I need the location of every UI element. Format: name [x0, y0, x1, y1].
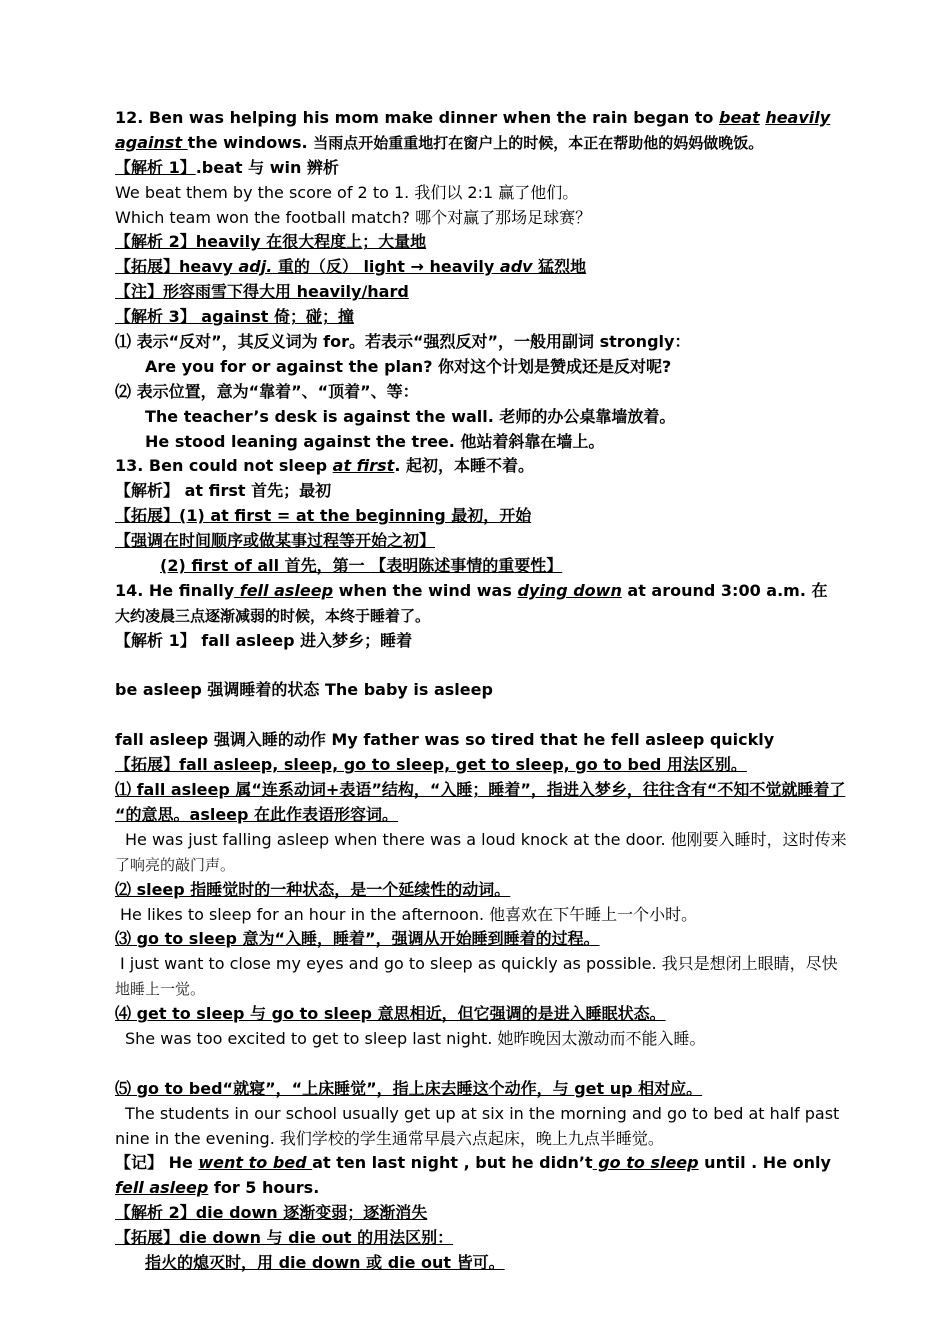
- item-14-line-1: 14. He finally fell asleep when the wind was dying down at around 3:00 a.m. 在: [115, 580, 828, 600]
- analysis-1-heading: 【解析 1】.beat 与 win 辨析: [115, 157, 339, 177]
- blank-line-3: [115, 1052, 877, 1077]
- example-go-to-sleep: I just want to close my eyes and go to sleep as quickly as possible. 我只是想闭上眼睛，尽快: [120, 954, 838, 974]
- memo-line-2: fell asleep for 5 hours.: [115, 1178, 320, 1198]
- extension-first-of-all: (2) first of all 首先，第一 【表明陈述事情的重要性】: [160, 556, 563, 576]
- be-asleep-line: be asleep 强调睡着的状态 The baby is asleep: [115, 680, 493, 700]
- extension-at-first: 【拓展】(1) at first = at the beginning 最初，开始: [115, 506, 532, 526]
- fall-asleep-line: fall asleep 强调入睡的动作 My father was so tired that he fell asleep quickly: [115, 730, 775, 750]
- analysis-at-first: 【解析】 at first 首先；最初: [115, 481, 332, 501]
- point-5-go-to-bed: ⑸ go to bed“就寝”，“上床睡觉”，指上床去睡这个动作，与 get up 相对应。: [115, 1078, 703, 1098]
- memo-line-1: 【记】 He went to bed at ten last night , but he didn’t go to sleep until . He only: [115, 1153, 831, 1173]
- item-13: 13. Ben could not sleep at first. 起初，本睡不着。: [115, 456, 534, 476]
- keyword-fell-asleep-2: fell asleep: [115, 1178, 209, 1198]
- keyword-dying-down: dying down: [517, 580, 622, 600]
- point-2-sleep: ⑵ sleep 指睡觉时的一种状态，是一个延续性的动词。: [115, 879, 511, 899]
- example-go-to-bed-cont: nine in the evening. 我们学校的学生通常早晨六点起床，晚上九点半睡觉。: [115, 1128, 664, 1148]
- keyword-at-first: at first: [332, 456, 395, 476]
- against-example-3: He stood leaning against the tree. 他站着斜靠在墙上。: [145, 431, 605, 451]
- extension-sleep-words: 【拓展】fall asleep, sleep, go to sleep, get to sleep, go to bed 用法区别。: [115, 755, 747, 775]
- blank-line-2: [115, 703, 877, 728]
- point-1-fall-asleep: ⑴ fall asleep 属“连系动词+表语”结构，“入睡；睡着”，指进入梦乡，往往含有“不知不觉就睡着了: [115, 780, 846, 800]
- example-beat: We beat them by the score of 2 to 1. 我们以 2:1 赢了他们。: [115, 182, 579, 202]
- item-14-line-2: 大约凌晨三点逐渐减弱的时候，本终于睡着了。: [115, 606, 431, 625]
- point-4-get-to-sleep: ⑷ get to sleep 与 go to sleep 意思相近，但它强调的是进入睡眠状态。: [115, 1004, 666, 1024]
- example-sleep: He likes to sleep for an hour in the afternoon. 他喜欢在下午睡上一个小时。: [120, 904, 698, 924]
- die-down-usage: 指火的熄灭时，用 die down 或 die out 皆可。: [145, 1252, 505, 1272]
- keyword-go-to-sleep: go to sleep: [592, 1153, 699, 1173]
- example-falling-asleep: He was just falling asleep when there was a loud knock at the door. 他刚要入睡时，这时传来: [125, 829, 847, 849]
- keyword-heavily: heavily: [765, 108, 831, 127]
- keyword-against: against: [115, 132, 188, 152]
- note-heavily: 【注】形容雨雪下得大用 heavily/hard: [115, 282, 409, 302]
- keyword-went-to-bed: went to bed: [198, 1153, 313, 1173]
- extension-emphasis-1: 【强调在时间顺序或做某事过程等开始之初】: [115, 531, 436, 551]
- item-12-line-1: 12. Ben was helping his mom make dinner when the rain began to beat heavily: [115, 108, 831, 127]
- example-get-to-sleep: She was too excited to get to sleep last night. 她昨晚因太激动而不能入睡。: [125, 1028, 706, 1048]
- point-3-go-to-sleep: ⑶ go to sleep 意为“入睡，睡着”，强调从开始睡到睡着的过程。: [115, 929, 600, 949]
- point-1-fall-asleep-cont: “的意思。asleep 在此作表语形容词。: [115, 804, 399, 824]
- analysis-3-heading: 【解析 3】 against 倚；碰；撞: [115, 307, 354, 327]
- against-point-2: ⑵ 表示位置，意为“靠着”、“顶着”、等：: [115, 381, 419, 401]
- example-won: Which team won the football match? 哪个对赢了那场足球赛？: [115, 207, 592, 227]
- keyword-beat: beat: [718, 108, 760, 127]
- analysis-fall-asleep: 【解析 1】 fall asleep 进入梦乡；睡着: [115, 630, 413, 650]
- analysis-2-heading: 【解析 2】heavily 在很大程度上；大量地: [115, 232, 427, 252]
- example-go-to-sleep-cont: 地睡上一觉。: [115, 980, 206, 999]
- against-example-1: Are you for or against the plan? 你对这个计划是赞成还是反对呢?: [145, 356, 672, 376]
- against-point-1: ⑴ 表示“反对”，其反义词为 for。若表示“强烈反对”，一般用副词 strongly：: [115, 332, 691, 352]
- against-example-2: The teacher’s desk is against the wall. 老师的办公桌靠墙放着。: [145, 406, 676, 426]
- extension-die-down: 【拓展】die down 与 die out 的用法区别：: [115, 1228, 454, 1248]
- analysis-die-down: 【解析 2】die down 逐渐变弱；逐渐消失: [115, 1203, 428, 1223]
- item-12-line-2: against the windows. 当雨点开始重重地打在窗户上的时候，本正在帮助他的妈妈做晚饭。: [115, 132, 764, 152]
- keyword-fell-asleep: fell asleep: [234, 580, 334, 600]
- extension-heavy: 【拓展】heavy adj. 重的（反） light → heavily adv 猛烈地: [115, 257, 587, 277]
- blank-line-1: [115, 654, 877, 679]
- example-falling-asleep-cont: 了响亮的敲门声。: [115, 855, 236, 874]
- document-body: [115, 106, 877, 1276]
- example-go-to-bed: The students in our school usually get up at six in the morning and go to bed at half past: [125, 1103, 840, 1123]
